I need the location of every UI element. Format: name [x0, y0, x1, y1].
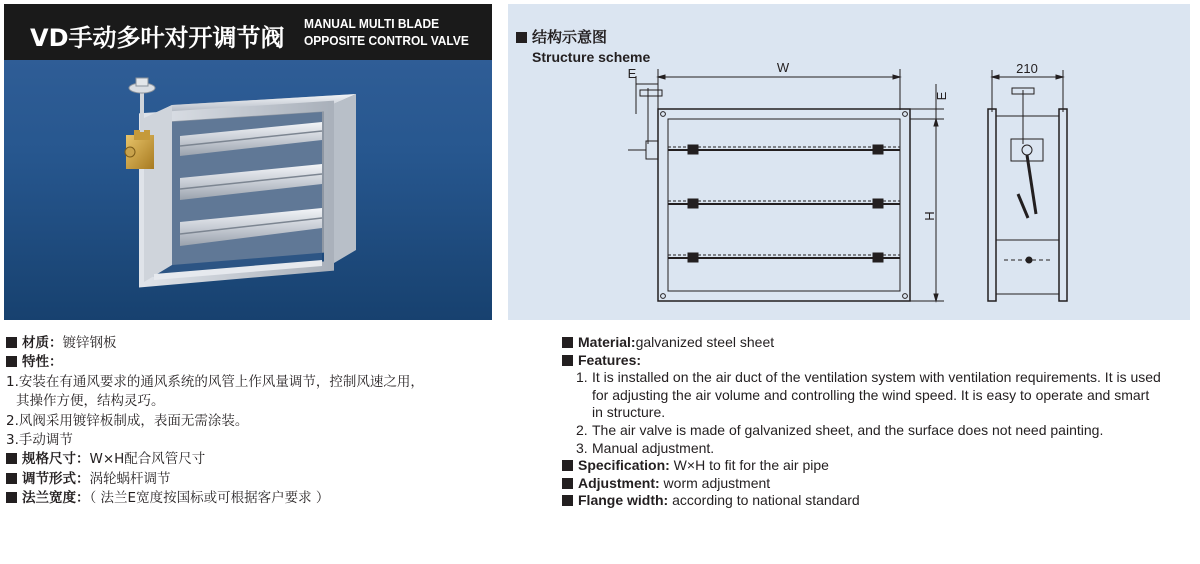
cn-flange-label: 法兰宽度： [22, 490, 90, 507]
en-spec-label: Specification: [578, 457, 670, 474]
en-feature-1-line2: for adjusting the air volume and controlling the wind speed. It is easy to operate and smart [592, 386, 1150, 403]
en-feature-2 [562, 422, 1198, 440]
en-description [562, 334, 1198, 510]
w-label: W [776, 60, 790, 75]
cn-feature-2: 2.风阀采用镀锌板制成，表面无需涂装。 [6, 412, 249, 429]
cn-feature-1-cont: 其操作方便，结构灵巧。 [16, 393, 165, 410]
en-features-label: Features: [578, 351, 642, 368]
bullet-square-icon [562, 355, 573, 366]
depth-label: 210 [1016, 61, 1038, 76]
cn-adjust [6, 470, 506, 489]
en-flange-value: according to national standard [668, 492, 860, 509]
bullet-square-icon [6, 473, 17, 484]
cn-spec [6, 450, 506, 469]
en-feature-1-num: 1. [576, 369, 588, 386]
cn-spec-label: 规格尺寸： [22, 451, 90, 468]
cn-adjust-label: 调节形式： [22, 470, 90, 487]
structure-scheme-panel [508, 4, 1190, 320]
cn-material-label: 材质： [22, 335, 63, 351]
h-label: H [922, 211, 937, 221]
bullet-square-icon [6, 337, 17, 348]
product-photo [4, 60, 492, 320]
en-feature-1 [562, 369, 1198, 387]
en-feature-1-line1: It is installed on the air duct of the ventilation system with ventilation requirements. It is used [592, 369, 1161, 386]
structure-drawing [508, 4, 1190, 320]
cn-feature-1: 1.安装在有通风要求的通风系统的风管上作风量调节，控制风速之用， [6, 373, 424, 390]
cn-spec-value: W×H配合风管尺寸 [89, 451, 206, 468]
en-features [562, 352, 1198, 370]
en-material-value: galvanized steel sheet [635, 334, 775, 350]
damper-photo-illustration [4, 60, 492, 320]
en-feature-3-text: Manual adjustment. [592, 439, 715, 456]
side-view-left-flange [988, 109, 996, 301]
en-spec [562, 457, 1198, 475]
scheme-title-en: Structure scheme [532, 49, 651, 65]
en-material-label: Material: [578, 334, 636, 350]
cn-features-label: 特性： [22, 354, 63, 371]
bullet-square-icon [562, 337, 573, 348]
cn-adjust-value: 涡轮蜗杆调节 [89, 470, 171, 487]
scheme-title-cn-text: 结构示意图 [532, 28, 608, 46]
title-en [304, 15, 469, 49]
bullet-square-icon [562, 478, 573, 489]
en-feature-3-num: 3. [576, 439, 588, 456]
title-cn: VD手动多叶对开调节阀 [30, 24, 285, 52]
en-adjust-label: Adjustment: [578, 474, 660, 491]
e-top-label: E [627, 66, 637, 81]
bullet-square-icon [562, 495, 573, 506]
title-en-line1: MANUAL MULTI BLADE [304, 16, 440, 31]
en-feature-2-num: 2. [576, 421, 588, 438]
cn-material-value: 镀锌钢板 [62, 335, 117, 351]
title-banner [4, 4, 492, 60]
cn-flange [6, 489, 506, 508]
en-adjust [562, 475, 1198, 493]
cn-description [6, 334, 506, 509]
bullet-square-icon [562, 460, 573, 471]
en-adjust-value: worm adjustment [659, 474, 771, 491]
en-feature-1-line3: in structure. [592, 404, 666, 421]
bullet-square-icon [6, 453, 17, 464]
en-spec-value: W×H to fit for the air pipe [669, 457, 829, 474]
cn-feature-3: 3.手动调节 [6, 432, 73, 449]
bullet-square-icon [6, 492, 17, 503]
cn-features [6, 353, 506, 372]
en-feature-2-text: The air valve is made of galvanized sheet, and the surface does not need painting. [592, 421, 1104, 438]
en-flange-label: Flange width: [578, 492, 669, 509]
en-flange [562, 492, 1198, 510]
e-side-label: E [934, 91, 949, 101]
title-en-line2: OPPOSITE CONTROL VALVE [304, 33, 469, 48]
cn-flange-value: （ 法兰E宽度按国标或可根据客户要求 ） [89, 490, 330, 507]
bullet-square-icon [6, 356, 17, 367]
en-feature-3 [562, 440, 1198, 458]
en-material [562, 334, 1198, 352]
cn-material [6, 334, 506, 353]
